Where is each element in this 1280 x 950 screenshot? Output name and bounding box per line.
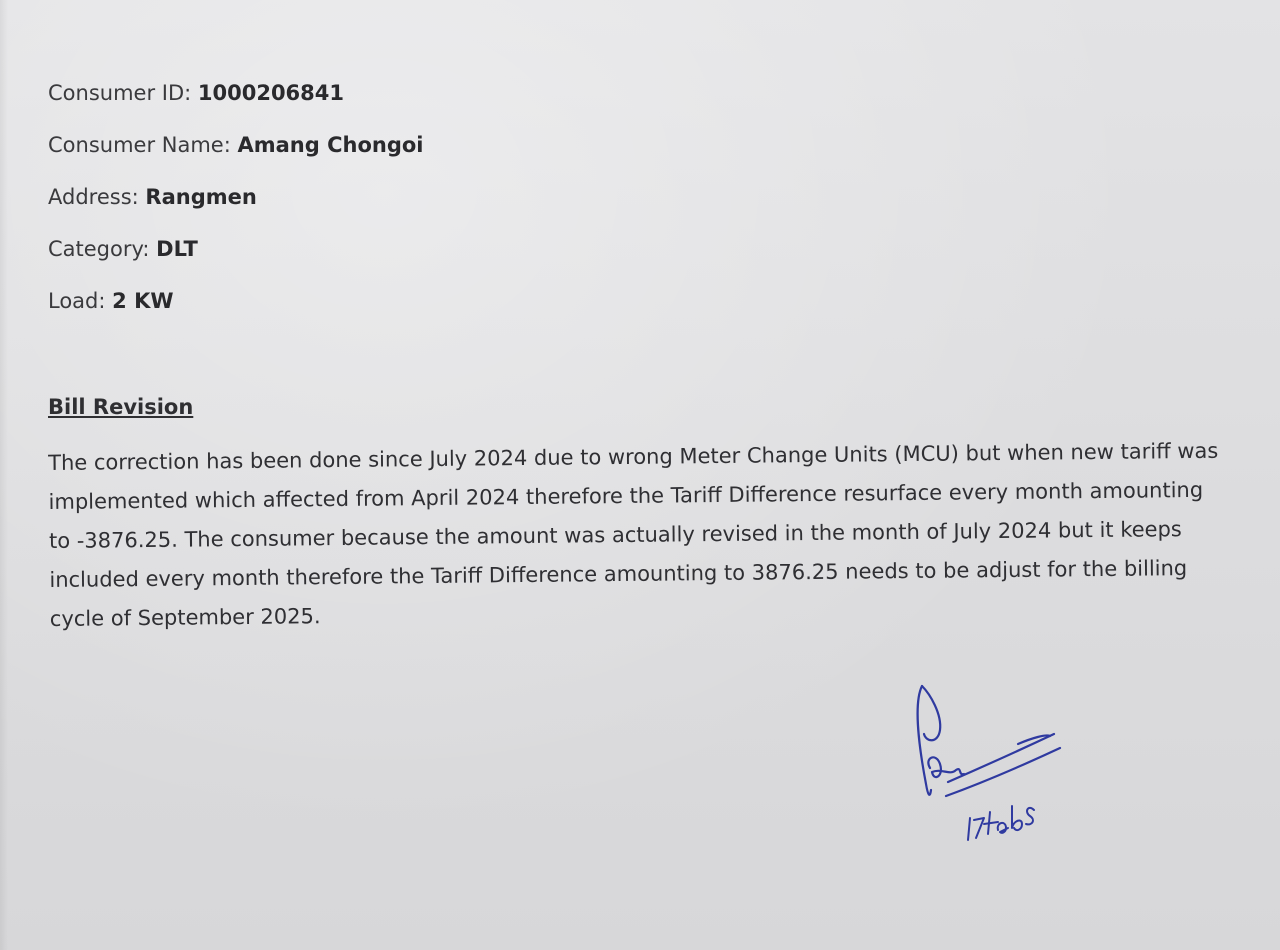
category-row <box>48 236 423 288</box>
signature-icon <box>900 672 1080 852</box>
bill-revision-paragraph <box>48 432 1230 639</box>
category-value: DLT <box>156 237 198 261</box>
address-value: Rangmen <box>145 185 257 209</box>
bill-revision-heading: Bill Revision <box>48 395 194 419</box>
load-row <box>48 288 423 340</box>
consumer-name-label: Consumer Name: <box>48 133 231 157</box>
consumer-id-row <box>48 80 423 132</box>
load-value: 2 KW <box>112 289 174 313</box>
signature-strokes <box>918 686 1060 796</box>
handwritten-date-mark <box>968 806 1034 840</box>
address-row <box>48 184 423 236</box>
consumer-id-label: Consumer ID: <box>48 81 192 105</box>
consumer-details <box>48 80 423 340</box>
bill-revision-body: The correction has been done since July 2024 due to wrong Meter Change Units (MCU) but when new tariff was implemented which affected from April 2024 therefore the Tariff Difference resurface every month amounting to -3876.25. The consumer because the amount was actually revised in the month of July 2024 but it keeps included every month therefore the Tariff Difference amounting to 3876.25 needs to be adjust for the billing cycle of September 2025. <box>48 438 1219 631</box>
address-label: Address: <box>48 185 139 209</box>
consumer-id-value: 1000206841 <box>197 81 345 105</box>
handwritten-signature <box>900 672 1080 852</box>
category-label: Category: <box>48 237 150 261</box>
load-label: Load: <box>48 289 106 313</box>
paper-edge-shadow <box>0 0 8 950</box>
consumer-name-row <box>48 132 423 184</box>
consumer-name-value: Amang Chongoi <box>237 133 424 157</box>
